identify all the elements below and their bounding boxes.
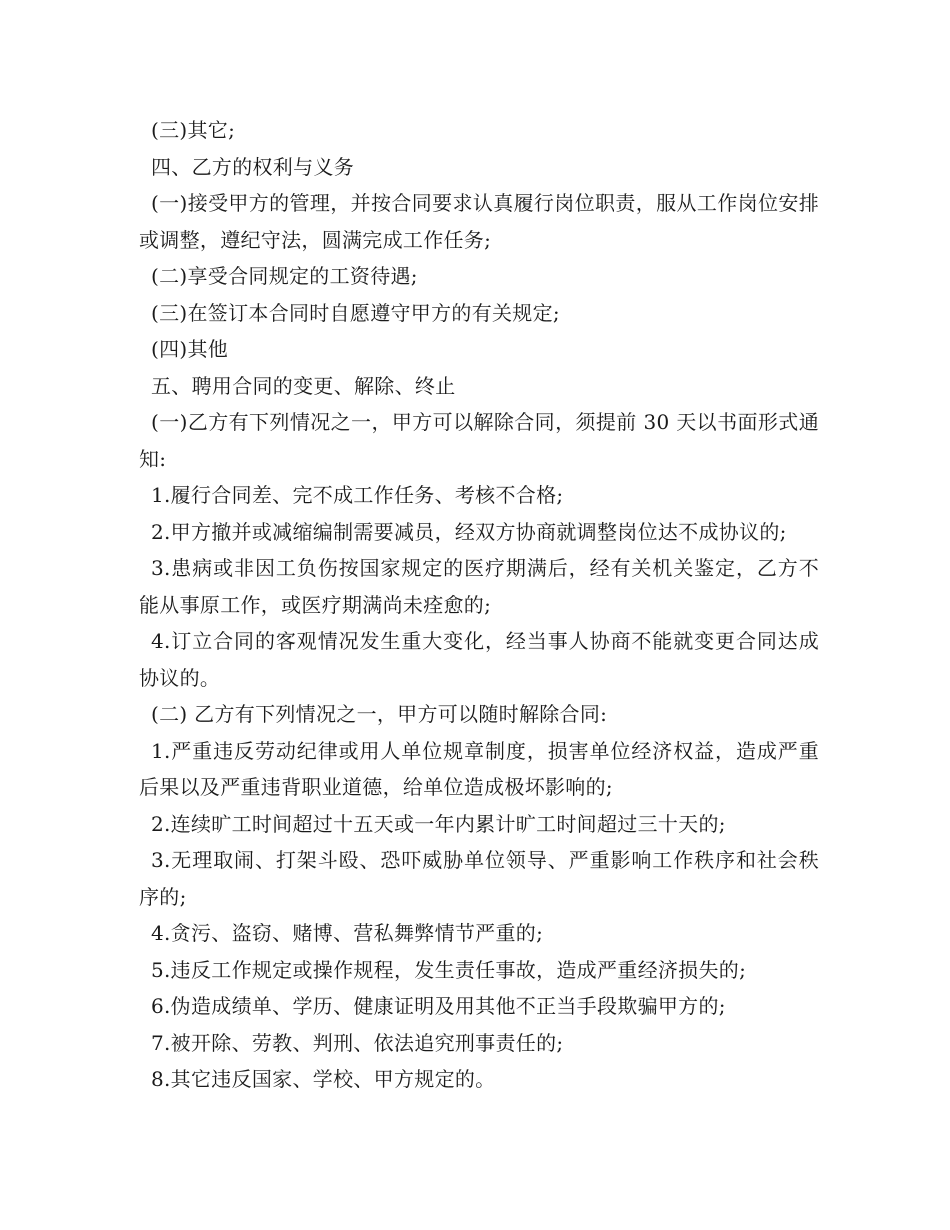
section-heading-5: 五、聘用合同的变更、解除、终止 [151,373,456,398]
para-duty-3: (三)在签订本合同时自愿遵守甲方的有关规定; [151,300,560,325]
document-body [139,112,819,1098]
list-item-immediate-3: 3.无理取闹、打架斗殴、恐吓威胁单位领导、严重影响工作秩序和社会秩序的; [139,848,819,909]
list-item-notice-1: 1.履行合同差、完不成工作任务、考核不合格; [151,483,564,507]
para-duty-4: (四)其他 [151,337,229,361]
list-item-immediate-7: 7.被开除、劳教、判刑、依法追究刑事责任的; [151,1030,564,1055]
list-item-notice-3: 3.患病或非因工负伤按国家规定的医疗期满后，经有关机关鉴定，乙方不能从事原工作，或医疗期满尚未痊愈的; [139,556,819,617]
para-duty-1: (一)接受甲方的管理，并按合同要求认真履行岗位职责，服从工作岗位安排或调整，遵纪守法，圆满完成工作任务; [139,191,819,252]
list-item-immediate-4: 4.贪污、盗窃、赌博、营私舞弊情节严重的; [151,921,544,945]
list-item-immediate-5: 5.违反工作规定或操作规程，发生责任事故，造成严重经济损失的; [151,957,747,982]
list-item-immediate-1: 1.严重违反劳动纪律或用人单位规章制度，损害单位经济权益，造成严重后果以及严重违背职业道德，给单位造成极坏影响的; [139,738,819,799]
list-item-notice-4: 4.订立合同的客观情况发生重大变化，经当事人协商不能就变更合同达成协议的。 [139,629,819,690]
section-heading-4: 四、乙方的权利与义务 [151,154,354,179]
list-item-immediate-8: 8.其它违反国家、学校、甲方规定的。 [151,1067,496,1091]
para-duty-2: (二)享受合同规定的工资待遇; [151,264,418,288]
list-item-immediate-2: 2.连续旷工时间超过十五天或一年内累计旷工时间超过三十天的; [151,811,726,836]
para-termination-immediate: (二) 乙方有下列情况之一，甲方可以随时解除合同: [151,702,608,726]
para-other-3: (三)其它; [151,118,236,142]
list-item-notice-2: 2.甲方撤并或减缩编制需要减员，经双方协商就调整岗位达不成协议的; [151,519,787,544]
list-item-immediate-6: 6.伪造成绩单、学历、健康证明及用其他不正当手段欺骗甲方的; [151,994,726,1018]
para-termination-notice: (一)乙方有下列情况之一，甲方可以解除合同，须提前 30 天以书面形式通知: [139,410,819,471]
